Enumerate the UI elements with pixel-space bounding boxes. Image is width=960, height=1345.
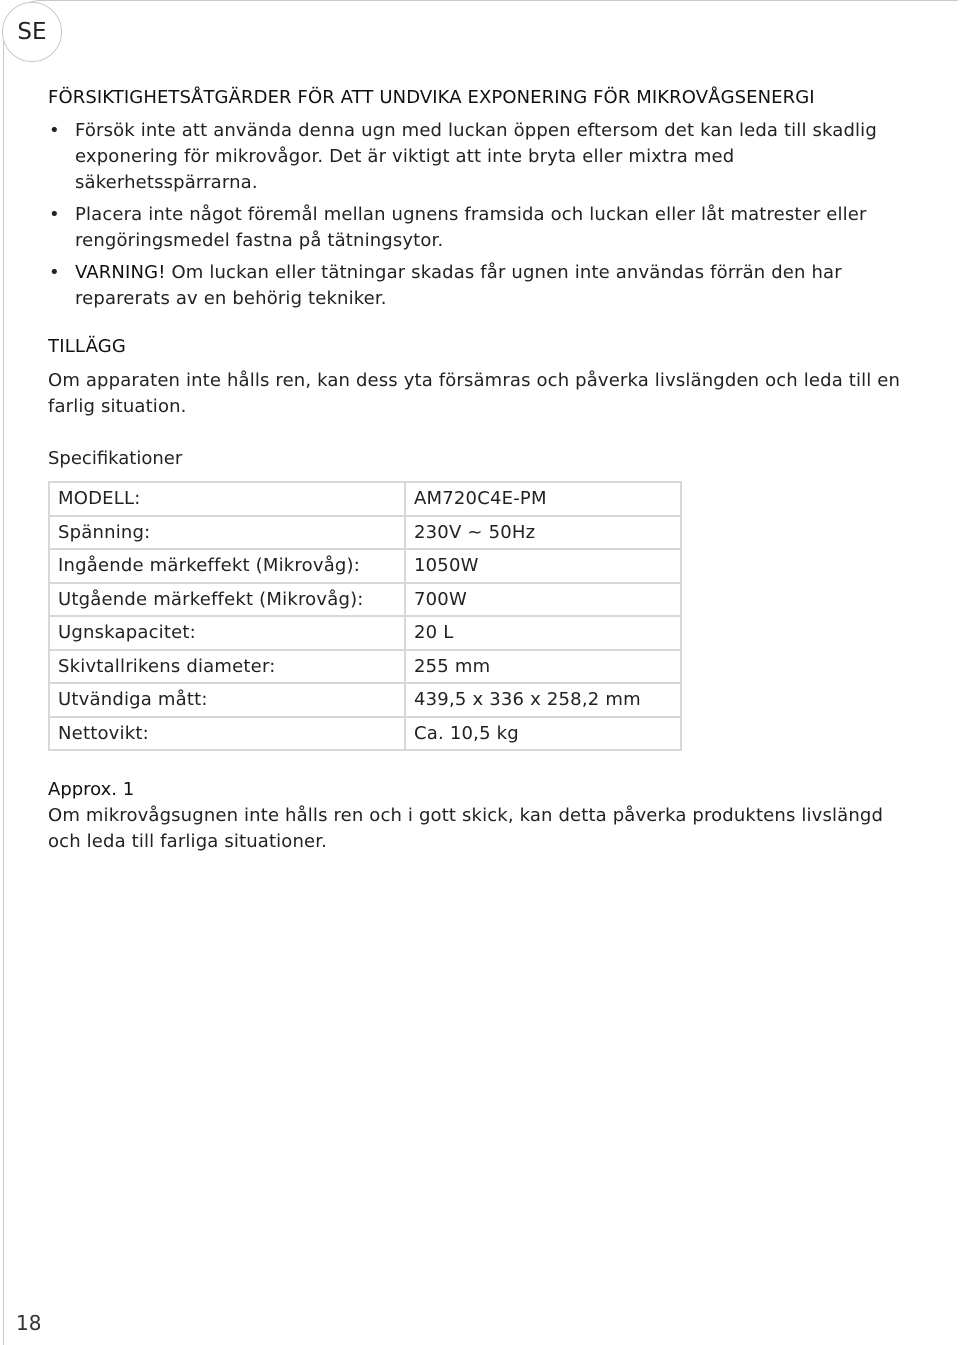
table-row — [49, 683, 681, 717]
spec-value: 255 mm — [405, 650, 681, 684]
list-item-text: Placera inte något föremål mellan ugnens framsida och luckan eller låt matrester eller rengöringsmedel fastna på tätningsytor. — [75, 204, 867, 251]
list-item-text: Om luckan eller tätningar skadas får ugnen inte användas förrän den har reparerats av en behörig tekniker. — [75, 262, 842, 309]
spec-value: AM720C4E-PM — [405, 482, 681, 516]
spec-label: Utvändiga mått: — [49, 683, 405, 717]
precautions-list — [48, 118, 908, 312]
language-badge — [2, 2, 62, 62]
table-row — [49, 616, 681, 650]
addendum-heading: TILLÄGG — [48, 336, 127, 357]
warning-label: VARNING! — [75, 262, 166, 283]
list-item — [48, 260, 908, 312]
spec-label: Ugnskapacitet: — [49, 616, 405, 650]
spec-value: 439,5 x 336 x 258,2 mm — [405, 683, 681, 717]
approx-heading: Approx. 1 — [48, 779, 135, 800]
spec-label: Ingående märkeffekt (Mikrovåg): — [49, 549, 405, 583]
bullet-icon: • — [49, 120, 60, 141]
addendum-text: Om apparaten inte hålls ren, kan dess yta försämras och påverka livslängden och leda till en farlig situation. — [48, 370, 901, 417]
spec-label: MODELL: — [49, 482, 405, 516]
page-number: 18 — [16, 1311, 42, 1335]
table-row — [49, 549, 681, 583]
language-badge-label: SE — [17, 19, 47, 45]
specifications-heading: Specifikationer — [48, 448, 183, 469]
spec-label: Nettovikt: — [49, 717, 405, 751]
spec-label: Skivtallrikens diameter: — [49, 650, 405, 684]
precautions-heading: FÖRSIKTIGHETSÅTGÄRDER FÖR ATT UNDVIKA EXPONERING FÖR MIKROVÅGSENERGI — [48, 87, 815, 108]
bullet-icon: • — [49, 262, 60, 283]
document-content — [48, 86, 908, 855]
spec-value: Ca. 10,5 kg — [405, 717, 681, 751]
approx-text: Om mikrovågsugnen inte hålls ren och i gott skick, kan detta påverka produktens livslängd och leda till farliga situationer. — [48, 805, 884, 852]
table-row — [49, 583, 681, 617]
spec-value: 1050W — [405, 549, 681, 583]
table-row — [49, 482, 681, 516]
specifications-table — [48, 481, 682, 751]
spec-label: Utgående märkeffekt (Mikrovåg): — [49, 583, 405, 617]
list-item — [48, 202, 908, 254]
table-row — [49, 650, 681, 684]
table-row — [49, 717, 681, 751]
bullet-icon: • — [49, 204, 60, 225]
spec-value: 230V ~ 50Hz — [405, 516, 681, 550]
spec-label: Spänning: — [49, 516, 405, 550]
list-item-text: Försök inte att använda denna ugn med luckan öppen eftersom det kan leda till skadlig exponering för mikrovågor. Det är viktigt att inte bryta eller mixtra med säkerhetsspärrarna. — [75, 120, 877, 193]
spec-value: 700W — [405, 583, 681, 617]
list-item — [48, 118, 908, 196]
spec-value: 20 L — [405, 616, 681, 650]
table-row — [49, 516, 681, 550]
